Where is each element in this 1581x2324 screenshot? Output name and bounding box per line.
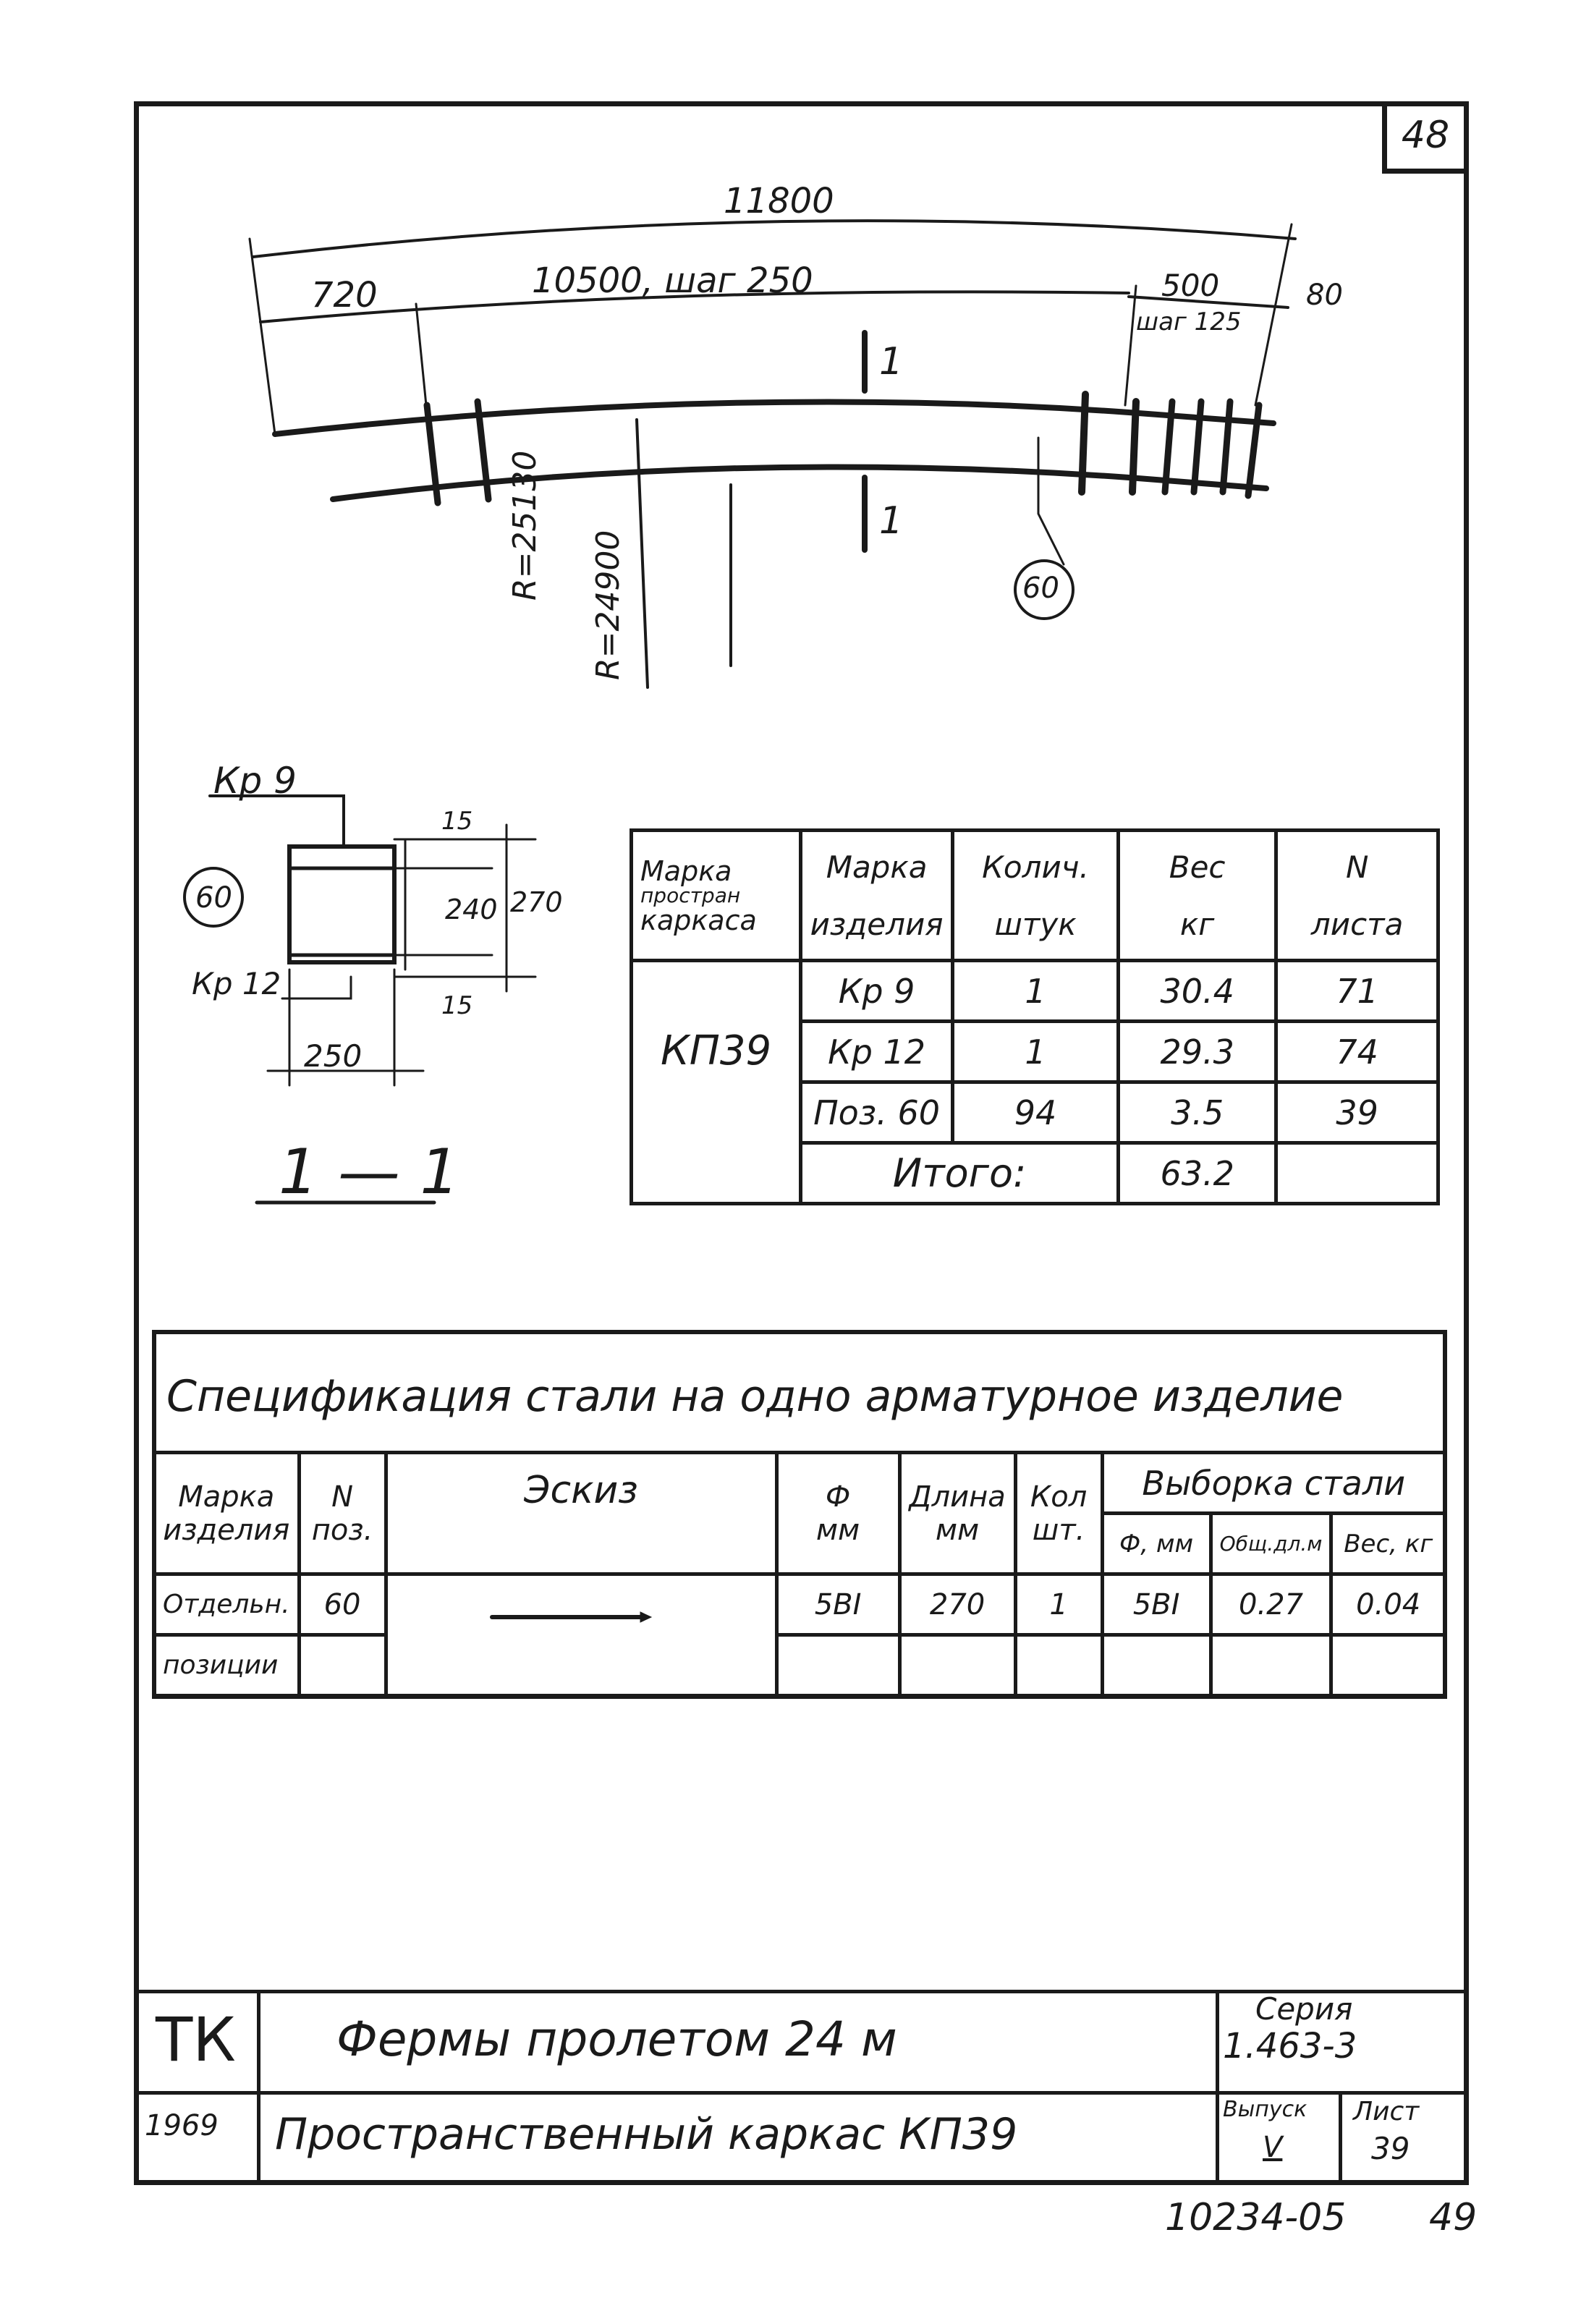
header-quantity: Колич. штук — [953, 831, 1119, 961]
row-sheet: 74 — [1276, 1022, 1438, 1082]
spec-header-diameter: Ф мм — [776, 1453, 899, 1574]
spec-header-sketch: Эскиз — [386, 1453, 776, 1574]
section-dim-15-top: 15 — [441, 807, 473, 836]
frame-mark-cell: КП39 — [632, 961, 801, 1204]
spec-header-selection: Выборка стали — [1102, 1453, 1445, 1514]
header-weight: Вес кг — [1119, 831, 1276, 961]
org-code: ТК — [156, 2004, 236, 2075]
section-position: 60 — [195, 881, 232, 915]
total-empty-cell — [1276, 1143, 1438, 1204]
dim-line-total — [253, 221, 1295, 257]
total-weight: 63.2 — [1119, 1143, 1276, 1204]
section-title: 1 — 1 — [279, 1136, 460, 1208]
header-sheet: N листа — [1276, 831, 1438, 961]
spec-header-pos: N поз. — [299, 1453, 386, 1574]
spec-header-sel-len: Общ.дл.м — [1211, 1514, 1331, 1574]
section-dim-15-bottom: 15 — [441, 991, 473, 1020]
header-item-mark: Марка изделия — [801, 831, 953, 961]
spec-sel-w: 0.04 — [1331, 1574, 1446, 1635]
series-number: 1.463-3 — [1223, 2026, 1357, 2066]
row-qty: 94 — [953, 1082, 1119, 1143]
bottom-chord — [333, 467, 1266, 499]
row-item: Поз. 60 — [801, 1082, 953, 1143]
frame-composition-table — [630, 828, 1440, 1205]
dim-left: 720 — [311, 275, 378, 315]
radius-2: R=24900 — [590, 530, 627, 680]
row-sheet: 71 — [1276, 961, 1438, 1022]
section-label-bottom: Кр 12 — [192, 966, 281, 1001]
spec-header-sel-d: Ф, мм — [1102, 1514, 1211, 1574]
spec-header-length: Длина мм — [899, 1453, 1015, 1574]
spec-sel-len: 0.27 — [1211, 1574, 1331, 1635]
drawing-subtitle: Пространственный каркас КП39 — [275, 2109, 1018, 2160]
footer-page: 49 — [1429, 2196, 1478, 2239]
spec-qty: 1 — [1015, 1574, 1102, 1635]
spec-row — [154, 1635, 1446, 1696]
section-label-top: Кр 9 — [213, 760, 297, 802]
spec-sketch-cell — [386, 1574, 776, 1696]
sheet-label: Лист — [1353, 2097, 1420, 2126]
spec-header-item-mark: Марка изделия — [154, 1453, 300, 1574]
dim-right-step: шаг 125 — [1136, 308, 1242, 336]
title-block — [134, 1990, 1469, 2185]
section-dim-240: 240 — [445, 894, 498, 925]
position-callout: 60 — [1022, 572, 1059, 605]
issue-number: V — [1263, 2131, 1283, 2164]
row-item: Кр 9 — [801, 961, 953, 1022]
section-dim-250: 250 — [304, 1038, 363, 1074]
section-dim-270: 270 — [510, 886, 563, 918]
footer-code: 10234-05 — [1165, 2196, 1347, 2239]
spec-title: Спецификация стали на одно арматурное изделие — [166, 1371, 1344, 1422]
spec-pos: 60 — [299, 1574, 386, 1635]
dim-middle: 10500, шаг 250 — [532, 260, 813, 301]
section-outline — [289, 847, 394, 962]
row-weight: 30.4 — [1119, 961, 1276, 1022]
year: 1969 — [145, 2109, 219, 2142]
spec-item-mark-2: позиции — [154, 1635, 300, 1696]
spec-header-qty: Кол шт. — [1015, 1453, 1102, 1574]
spec-item-mark-1: Отдельн. — [154, 1574, 300, 1635]
spec-header-row — [154, 1453, 1446, 1514]
issue-label: Выпуск — [1223, 2097, 1307, 2122]
row-sheet: 39 — [1276, 1082, 1438, 1143]
table-row — [632, 961, 1438, 1022]
row-item: Кр 12 — [801, 1022, 953, 1082]
radius-1: R=25130 — [506, 450, 543, 601]
steel-spec-table — [152, 1451, 1447, 1697]
row-qty: 1 — [953, 961, 1119, 1022]
dim-right: 500 — [1161, 268, 1220, 303]
row-weight: 3.5 — [1119, 1082, 1276, 1143]
dim-total: 11800 — [724, 181, 834, 221]
row-weight: 29.3 — [1119, 1022, 1276, 1082]
spec-row — [154, 1574, 1446, 1635]
spec-sel-d: 5ВI — [1102, 1574, 1211, 1635]
table-header-row — [632, 831, 1438, 961]
series-label: Серия — [1255, 1991, 1353, 2027]
spec-diameter: 5ВI — [776, 1574, 899, 1635]
sheet-number-box: 48 — [1382, 101, 1469, 174]
row-qty: 1 — [953, 1022, 1119, 1082]
spec-length: 270 — [899, 1574, 1015, 1635]
total-label: Итого: — [801, 1143, 1119, 1204]
dim-end: 80 — [1306, 279, 1343, 312]
spec-header-sel-w: Вес, кг — [1331, 1514, 1446, 1574]
sheet-number: 39 — [1371, 2131, 1410, 2166]
section-mark-top: 1 — [879, 340, 904, 383]
header-frame-mark: Марка простран каркаса — [632, 831, 801, 961]
section-mark-bottom: 1 — [879, 499, 904, 543]
drawing-title: Фермы пролетом 24 м — [336, 2011, 897, 2067]
